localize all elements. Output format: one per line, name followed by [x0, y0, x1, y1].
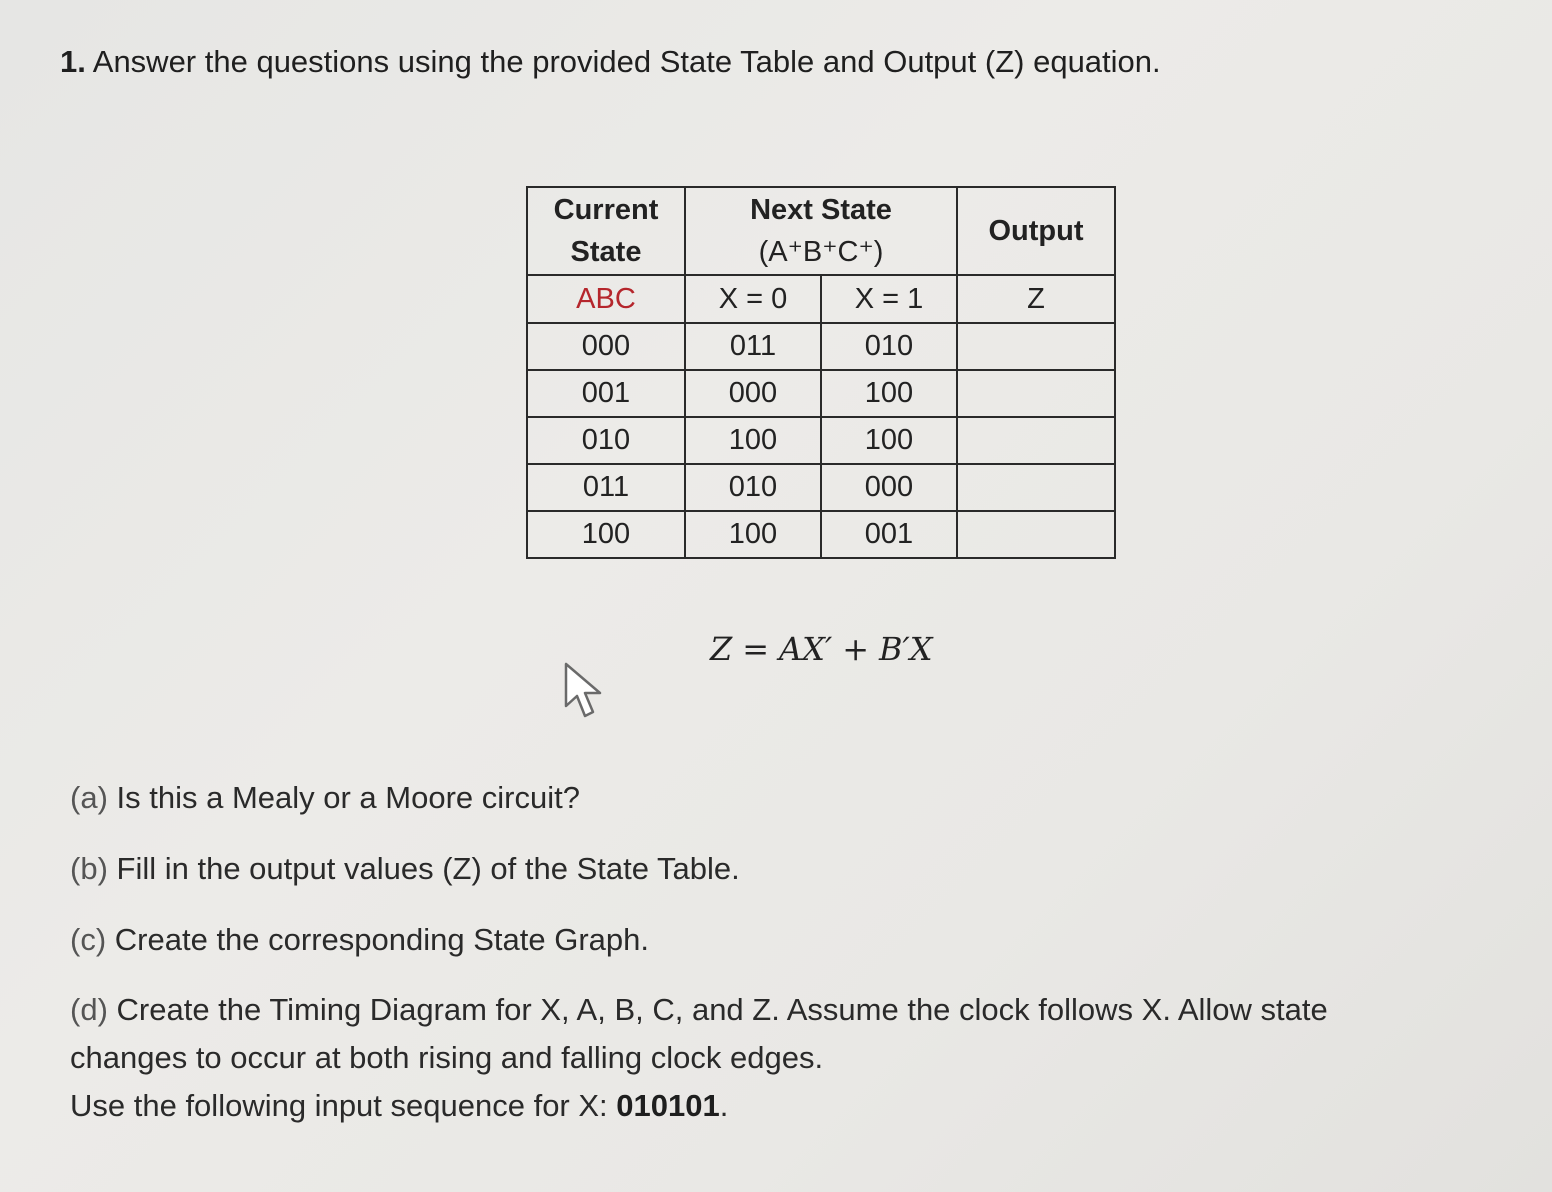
header-current-state: Current State	[527, 187, 685, 275]
part-c	[70, 916, 649, 964]
equation-term1: AX′	[779, 630, 833, 668]
equation-equals: =	[742, 630, 770, 668]
table-row	[527, 323, 1115, 370]
part-c-label: (c)	[70, 922, 107, 957]
part-a-text: Is this a Mealy or a Moore circuit?	[116, 780, 580, 815]
header-next-state: Next State (A⁺B⁺C⁺)	[685, 187, 957, 275]
cell-next-x0: 000	[685, 370, 821, 417]
part-b-text: Fill in the output values (Z) of the State Table.	[116, 851, 740, 886]
part-d-line2: changes to occur at both rising and falling clock edges.	[70, 1040, 824, 1075]
cell-next-x0: 100	[685, 511, 821, 558]
header-output: Output	[957, 187, 1115, 275]
mouse-pointer-icon	[562, 660, 606, 720]
subheader-z: Z	[957, 275, 1115, 323]
cell-output-z	[957, 511, 1115, 558]
cell-output-z	[957, 323, 1115, 370]
output-equation	[710, 630, 933, 668]
cell-next-x1: 000	[821, 464, 957, 511]
table-row	[527, 370, 1115, 417]
question-number: 1.	[60, 44, 86, 79]
cell-output-z	[957, 370, 1115, 417]
equation-lhs: Z	[710, 630, 733, 668]
part-d-line1: (d) Create the Timing Diagram for X, A, B, C, and Z. Assume the clock follows X. Allow state	[70, 992, 1328, 1027]
part-d-label: (d)	[70, 992, 108, 1027]
cell-next-x0: 010	[685, 464, 821, 511]
table-row	[527, 417, 1115, 464]
cell-current-state: 100	[527, 511, 685, 558]
cell-current-state: 000	[527, 323, 685, 370]
cell-output-z	[957, 464, 1115, 511]
cell-next-x1: 001	[821, 511, 957, 558]
subheader-state-vars: ABC	[527, 275, 685, 323]
cell-current-state: 001	[527, 370, 685, 417]
equation-term2: B′X	[879, 630, 933, 668]
input-sequence: 010101	[616, 1088, 720, 1123]
subheader-x0: X = 0	[685, 275, 821, 323]
state-table	[526, 186, 1116, 559]
cell-current-state: 011	[527, 464, 685, 511]
table-row	[527, 464, 1115, 511]
table-row	[527, 511, 1115, 558]
cell-current-state: 010	[527, 417, 685, 464]
cell-next-x1: 100	[821, 417, 957, 464]
part-d	[70, 986, 1328, 1130]
cell-next-x0: 100	[685, 417, 821, 464]
state-table-subheader-row	[527, 275, 1115, 323]
cell-output-z	[957, 417, 1115, 464]
part-d-line3: Use the following input sequence for X: 010101.	[70, 1088, 729, 1123]
subheader-x1: X = 1	[821, 275, 957, 323]
question-text: Answer the questions using the provided State Table and Output (Z) equation.	[92, 44, 1161, 79]
question-title	[60, 44, 1161, 80]
cell-next-x1: 010	[821, 323, 957, 370]
part-a-label: (a)	[70, 780, 108, 815]
part-c-text: Create the corresponding State Graph.	[114, 922, 649, 957]
state-table-header-row	[527, 187, 1115, 275]
part-a	[70, 774, 580, 822]
cell-next-x0: 011	[685, 323, 821, 370]
equation-plus: +	[842, 630, 870, 668]
part-b	[70, 845, 740, 893]
cell-next-x1: 100	[821, 370, 957, 417]
part-b-label: (b)	[70, 851, 108, 886]
